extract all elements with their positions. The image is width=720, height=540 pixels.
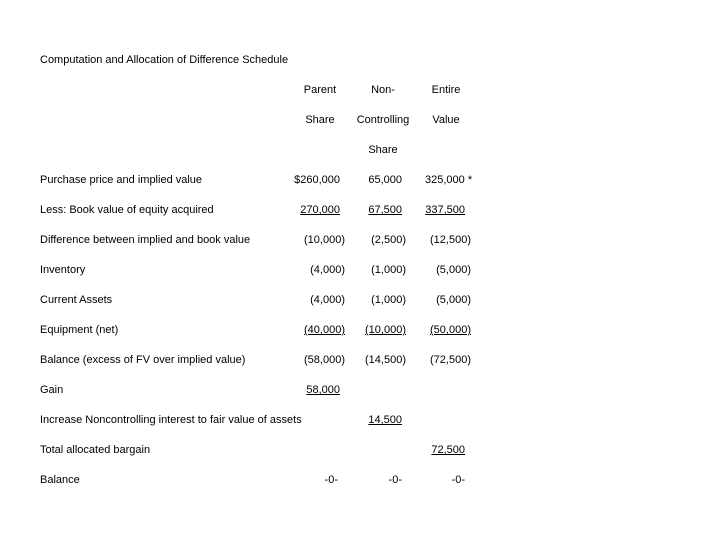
cell-nci-difference: (2,500) — [371, 234, 406, 246]
cell-entire-inventory: (5,000) — [436, 264, 471, 276]
cell-nci-current-assets: (1,000) — [371, 294, 406, 306]
cell-nci-equipment: (10,000) — [365, 324, 406, 336]
cell-nci-balance: -0- — [388, 474, 402, 486]
cell-entire-current-assets: (5,000) — [436, 294, 471, 306]
cell-parent-current-assets: (4,000) — [310, 294, 345, 306]
cell-parent-difference: (10,000) — [304, 234, 345, 246]
cell-parent-gain: 58,000 — [306, 384, 340, 396]
row-label-balance-excess: Balance (excess of FV over implied value) — [40, 354, 246, 366]
header-parent-line2: Share — [305, 114, 335, 126]
cell-entire-balance: -0- — [451, 474, 465, 486]
row-label-gain: Gain — [40, 384, 64, 396]
header-entire-line2: Value — [432, 114, 460, 126]
header-nci-line2: Controlling — [356, 114, 410, 126]
cell-entire-book-value: 337,500 — [425, 204, 465, 216]
row-label-balance: Balance — [40, 474, 80, 486]
row-label-equipment: Equipment (net) — [40, 324, 119, 336]
cell-nci-book-value: 67,500 — [368, 204, 402, 216]
cell-parent-balance-excess: (58,000) — [304, 354, 345, 366]
cell-entire-balance-excess: (72,500) — [430, 354, 471, 366]
row-label-difference: Difference between implied and book value — [40, 234, 251, 246]
cell-nci-inventory: (1,000) — [371, 264, 406, 276]
cell-nci-balance-excess: (14,500) — [365, 354, 406, 366]
cell-entire-purchase-price: 325,000 * — [425, 174, 473, 186]
cell-parent-purchase-price: $260,000 — [294, 174, 340, 186]
cell-nci-increase-nci: 14,500 — [368, 414, 402, 426]
cell-parent-equipment: (40,000) — [304, 324, 345, 336]
row-label-current-assets: Current Assets — [40, 294, 113, 306]
cell-parent-inventory: (4,000) — [310, 264, 345, 276]
row-label-purchase-price: Purchase price and implied value — [40, 174, 203, 186]
header-entire-line1: Entire — [431, 84, 461, 96]
header-nci-line3: Share — [368, 144, 398, 156]
cell-parent-balance: -0- — [324, 474, 338, 486]
cell-nci-purchase-price: 65,000 — [368, 174, 402, 186]
cell-entire-difference: (12,500) — [430, 234, 471, 246]
header-parent-line1: Parent — [303, 84, 337, 96]
schedule-title: Computation and Allocation of Difference Schedule — [40, 54, 289, 66]
cell-entire-equipment: (50,000) — [430, 324, 471, 336]
row-label-inventory: Inventory — [40, 264, 86, 276]
header-nci-line1: Non- — [371, 84, 395, 96]
row-label-total-allocated-bargain: Total allocated bargain — [40, 444, 151, 456]
row-label-book-value: Less: Book value of equity acquired — [40, 204, 214, 216]
cell-entire-total-allocated-bargain: 72,500 — [431, 444, 465, 456]
row-label-increase-nci: Increase Noncontrolling interest to fair value of assets — [40, 414, 302, 426]
cell-parent-book-value: 270,000 — [300, 204, 340, 216]
